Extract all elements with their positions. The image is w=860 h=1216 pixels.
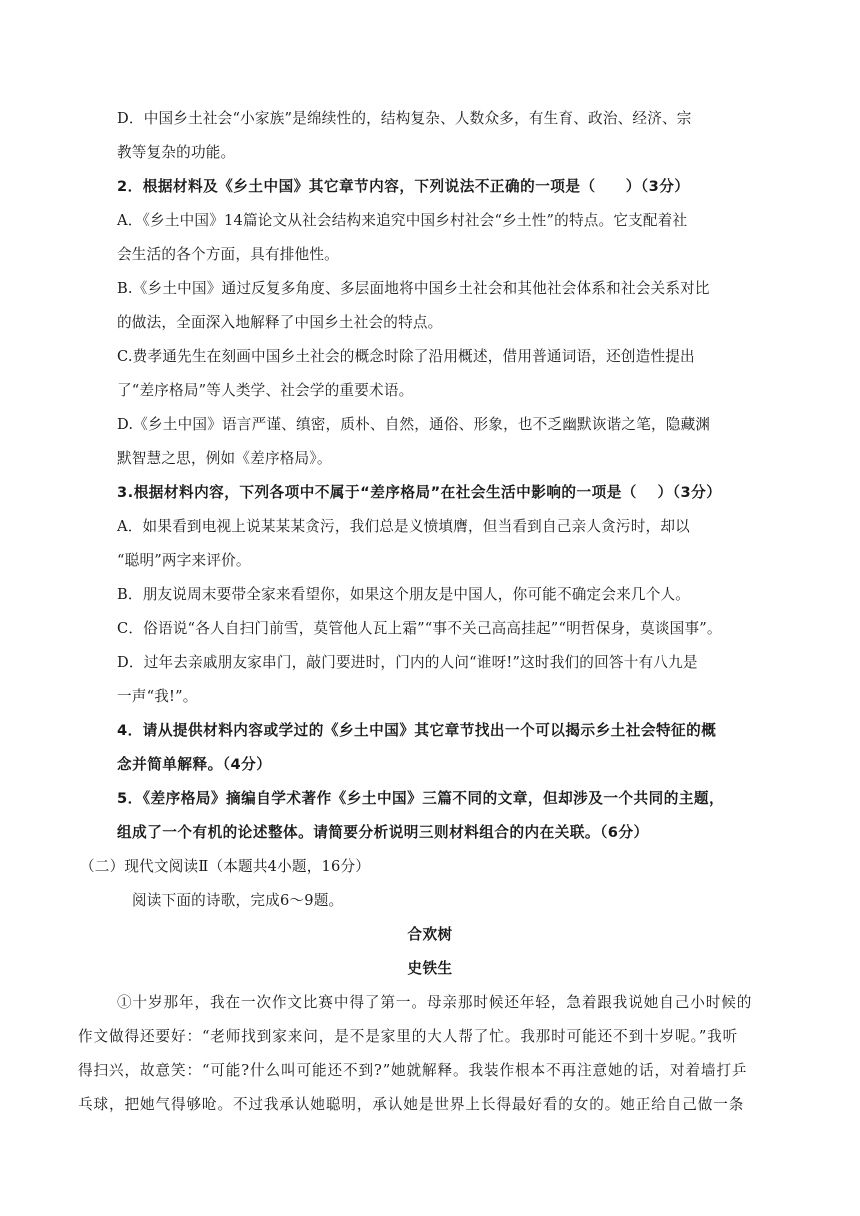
article-paragraph-line4: 乓球，把她气得够呛。不过我承认她聪明，承认她是世界上长得最好看的女的。她正给自己做一条 bbox=[78, 1096, 745, 1113]
q3-option-a-line1: A．如果看到电视上说某某某贪污，我们总是义愤填膺，但当看到自己亲人贪污时，却以 bbox=[117, 518, 690, 535]
q2-option-b-line2: 的做法，全面深入地解释了中国乡土社会的特点。 bbox=[117, 314, 443, 331]
section-heading: （二）现代文阅读Ⅱ（本题共4小题，16分） bbox=[80, 858, 371, 875]
article-author: 史铁生 bbox=[407, 960, 453, 977]
reading-instruction: 阅读下面的诗歌，完成6～9题。 bbox=[132, 892, 344, 909]
q3-option-d-line1: D．过年去亲戚朋友家串门，敲门要进时，门内的人问“谁呀!”这时我们的回答十有八九是 bbox=[117, 654, 698, 671]
q3-option-b: B．朋友说周末要带全家来看望你，如果这个朋友是中国人，你可能不确定会来几个人。 bbox=[117, 586, 691, 603]
article-title: 合欢树 bbox=[407, 926, 453, 943]
article-paragraph-line2: 作文做得还要好：“老师找到家来问，是不是家里的大人帮了忙。我那时可能还不到十岁呢。”我听 bbox=[78, 1028, 739, 1045]
q2-option-a-line1: A．《乡土中国》14篇论文从社会结构来追究中国乡村社会“乡土性”的特点。它支配着社 bbox=[117, 212, 688, 229]
question-5-line2: 组成了一个有机的论述整体。请简要分析说明三则材料组合的内在关联。（6分） bbox=[117, 824, 649, 841]
q2-option-b-line1: B.《乡土中国》通过反复多角度、多层面地将中国乡土社会和其他社会体系和社会关系对比 bbox=[117, 280, 710, 297]
question-4-line2: 念并简单解释。（4分） bbox=[117, 756, 272, 773]
q1-option-d-line2: 教等复杂的功能。 bbox=[117, 144, 236, 161]
q2-option-c-line1: C.费孝通先生在刻画中国乡土社会的概念时除了沿用概述，借用普通词语，还创造性提出 bbox=[117, 348, 695, 365]
q1-option-d-line1: D．中国乡土社会“小家族”是绵续性的，结构复杂、人数众多，有生育、政治、经济、宗 bbox=[117, 110, 692, 127]
q2-option-c-line2: 了“差序格局”等人类学、社会学的重要术语。 bbox=[117, 382, 414, 399]
question-2-stem: 2．根据材料及《乡土中国》其它章节内容，下列说法不正确的一项是（ ）（3分） bbox=[117, 178, 690, 195]
question-5-line1: 5．《差序格局》摘编自学术著作《乡土中国》三篇不同的文章，但却涉及一个共同的主题， bbox=[117, 790, 725, 807]
q3-option-a-line2: “聪明”两字来评价。 bbox=[117, 552, 251, 569]
q2-option-d-line1: D.《乡土中国》语言严谨、缜密，质朴、自然，通俗、形象，也不乏幽默诙谐之笔，隐藏渊 bbox=[117, 416, 711, 433]
q3-option-d-line2: 一声“我!”。 bbox=[117, 688, 198, 705]
question-4-line1: 4．请从提供材料内容或学过的《乡土中国》其它章节找出一个可以揭示乡土社会特征的概 bbox=[117, 722, 717, 739]
question-3-stem: 3.根据材料内容，下列各项中不属于“差序格局”在社会生活中影响的一项是（ ）（3分） bbox=[117, 484, 722, 501]
q2-option-a-line2: 会生活的各个方面，具有排他性。 bbox=[117, 246, 339, 263]
article-paragraph-line3: 得扫兴，故意笑：“可能?什么叫可能还不到?”她就解释。我装作根本不再注意她的话，对着墙打乒 bbox=[78, 1062, 748, 1079]
article-paragraph-line1: ①十岁那年，我在一次作文比赛中得了第一。母亲那时候还年轻，急着跟我说她自己小时候的 bbox=[117, 994, 753, 1011]
q2-option-d-line2: 默智慧之思，例如《差序格局》。 bbox=[117, 450, 332, 467]
q3-option-c: C．俗语说“各人自扫门前雪，莫管他人瓦上霜”“事不关己高高挂起”“明哲保身，莫谈国事”。 bbox=[117, 620, 722, 637]
